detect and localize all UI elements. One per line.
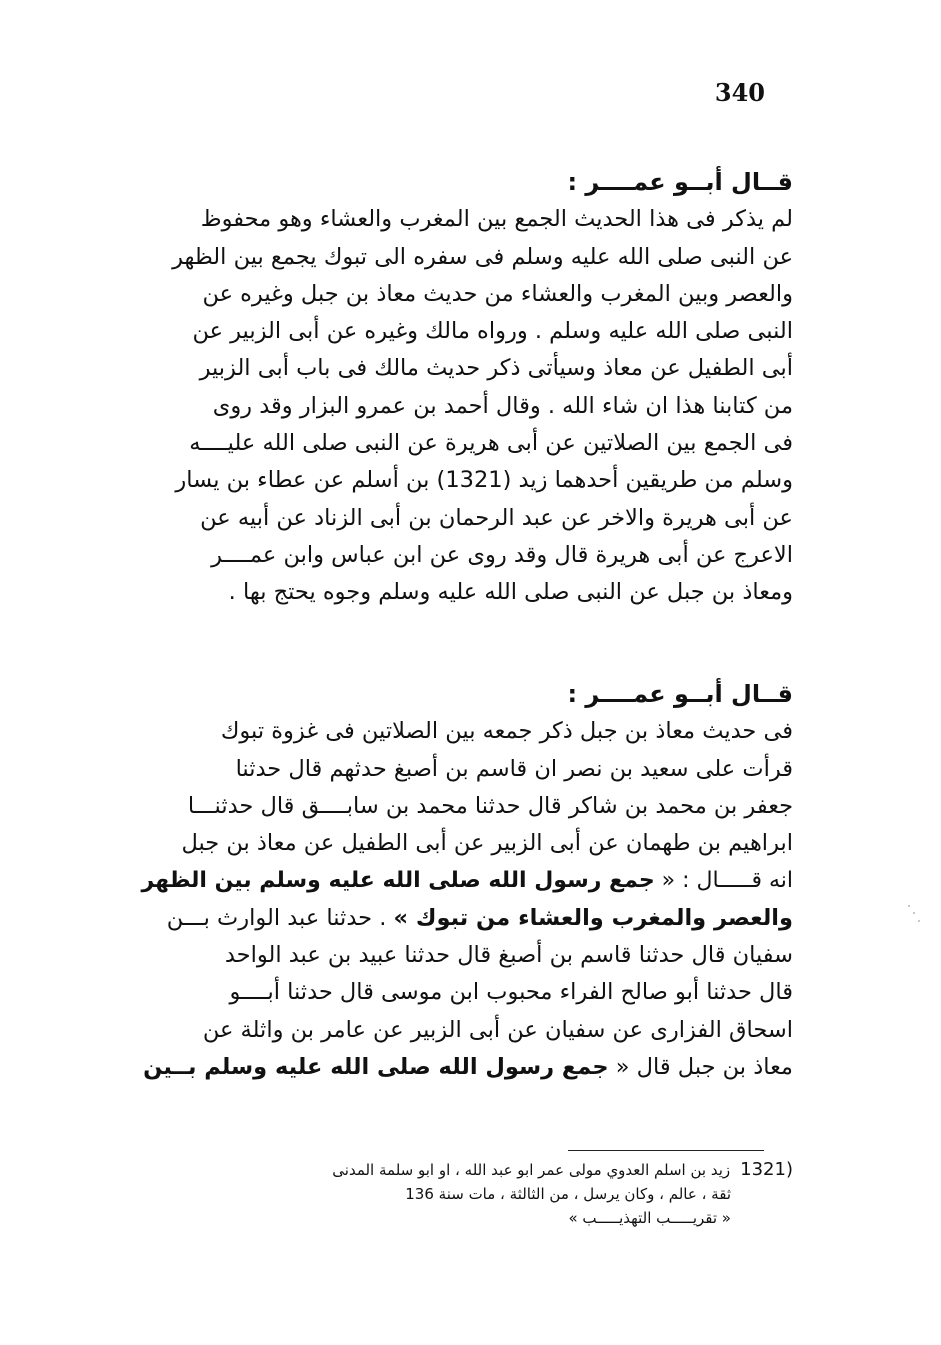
- text-line: سفيان قال حدثنا قاسم بن أصبغ قال حدثنا عبيد بن عبد الواحد: [224, 942, 793, 969]
- plain-run: معاذ بن جبل قال «: [608, 1053, 793, 1080]
- text-line: من كتابنا هذا ان شاء الله . وقال أحمد بن عمرو البزار وقد روى: [212, 392, 793, 419]
- section-1: [128, 164, 793, 612]
- text-line: قرأت على سعيد بن نصر ان قاسم بن أصبغ حدثهم قال حدثنا: [235, 755, 793, 782]
- text-line-mixed: [128, 862, 793, 899]
- text-line: اسحاق الفزارى عن سفيان عن أبى الزبير عن عامر بن واثلة عن: [202, 1016, 793, 1043]
- text-line: ومعاذ بن جبل عن النبى صلى الله عليه وسلم وجوه يحتج بها .: [228, 579, 793, 606]
- footnote-line: ثقة ، عالم ، وكان يرسل ، من الثالثة ، مات سنة 136: [405, 1185, 731, 1203]
- section-heading: قــال أبــو عمــــر :: [567, 168, 793, 196]
- footnote: [128, 1158, 793, 1230]
- page-number: 340: [714, 78, 765, 107]
- text-line: فى الجمع بين الصلاتين عن أبى هريرة عن النبى صلى الله عليــــه: [189, 430, 793, 457]
- text-line: ابراهيم بن طهمان عن أبى الزبير عن أبى الطفيل عن معاذ بن جبل: [181, 830, 793, 857]
- plain-run: . حدثنا عبد الوارث بـــن: [166, 904, 394, 931]
- plain-run: انه قـــــال : «: [654, 868, 793, 894]
- text-line: أبى الطفيل عن معاذ وسيأتى ذكر حديث مالك فى باب أبى الزبير: [199, 355, 793, 382]
- text-line: لم يذكر فى هذا الحديث الجمع بين المغرب والعشاء وهو محفوظ: [200, 206, 793, 233]
- footnote-divider: [568, 1150, 764, 1151]
- text-line: وسلم من طريقين أحدهما زيد (1321) بن أسلم عن عطاء بن يسار: [175, 467, 793, 494]
- text-line: الاعرج عن أبى هريرة قال وقد روى عن ابن عباس وابن عمــــر: [211, 541, 793, 568]
- text-line-mixed: [128, 900, 793, 937]
- text-line: والعصر وبين المغرب والعشاء من حديث معاذ بن جبل وغيره عن: [202, 280, 793, 307]
- text-line: قال حدثنا أبو صالح الفراء محبوب ابن موسى قال حدثنا أبــــو: [229, 979, 793, 1006]
- text-line: النبى صلى الله عليه وسلم . ورواه مالك وغيره عن أبى الزبير عن: [192, 318, 793, 345]
- hadith-quote: والعصر والمغرب والعشاء من تبوك »: [393, 904, 793, 931]
- footnote-line: « تقريـــــب التهذيـــــب »: [568, 1209, 731, 1227]
- hadith-quote: جمع رسول الله صلى الله عليه وسلم بــين: [143, 1053, 609, 1080]
- footnote-line: [128, 1158, 793, 1182]
- footnote-text: زيد بن اسلم العدوي مولى عمر ابو عبد الله ، او ابو سلمة المدنى: [332, 1161, 731, 1179]
- section-heading: قــال أبــو عمــــر :: [567, 680, 793, 708]
- scan-speck: [908, 905, 910, 907]
- text-line: جعفر بن محمد بن شاكر قال حدثنا محمد بن سابــــق قال حدثنـــا: [187, 792, 793, 819]
- text-line: عن النبى صلى الله عليه وسلم فى سفره الى تبوك يجمع بين الظهر: [172, 243, 793, 270]
- scan-speck: [918, 920, 920, 922]
- text-line-mixed: [128, 1049, 793, 1086]
- footnote-number: (1321: [740, 1159, 793, 1180]
- scan-speck: [913, 912, 915, 914]
- text-line: عن أبى هريرة والاخر عن عبد الرحمان بن أبى الزناد عن أبيه عن: [200, 504, 793, 531]
- text-line: فى حديث معاذ بن جبل ذكر جمعه بين الصلاتين فى غزوة تبوك: [220, 718, 793, 745]
- hadith-quote: جمع رسول الله صلى الله عليه وسلم بين الظهر: [141, 868, 655, 894]
- section-2: [128, 676, 793, 1086]
